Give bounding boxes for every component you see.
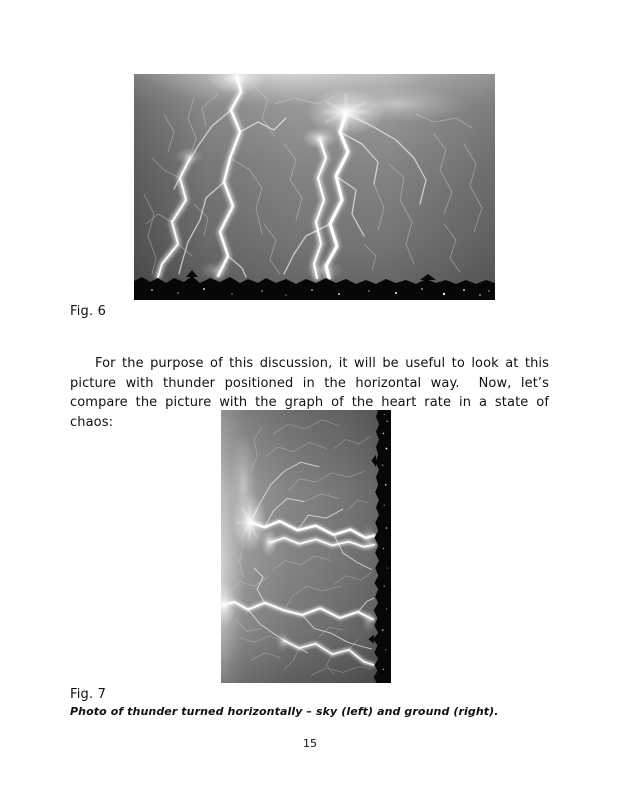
figure6-label: Fig. 6 xyxy=(70,304,107,319)
figure7-label: Fig. 7 xyxy=(70,687,107,702)
lightning-photo-icon xyxy=(134,74,495,300)
body-paragraph: For the purpose of this discussion, it will be useful to look at this picture with thunder positioned in the horizontal way. Now, let’s compare the picture with the graph of the heart rate in a state of chaos: xyxy=(70,356,549,430)
lightning-photo-rotated-icon xyxy=(221,410,391,683)
figure6-photo xyxy=(134,74,495,300)
page-number: 15 xyxy=(303,737,317,750)
figure7-caption: Photo of thunder turned horizontally – sky (left) and ground (right). xyxy=(70,705,499,718)
figure7-photo xyxy=(221,410,391,683)
